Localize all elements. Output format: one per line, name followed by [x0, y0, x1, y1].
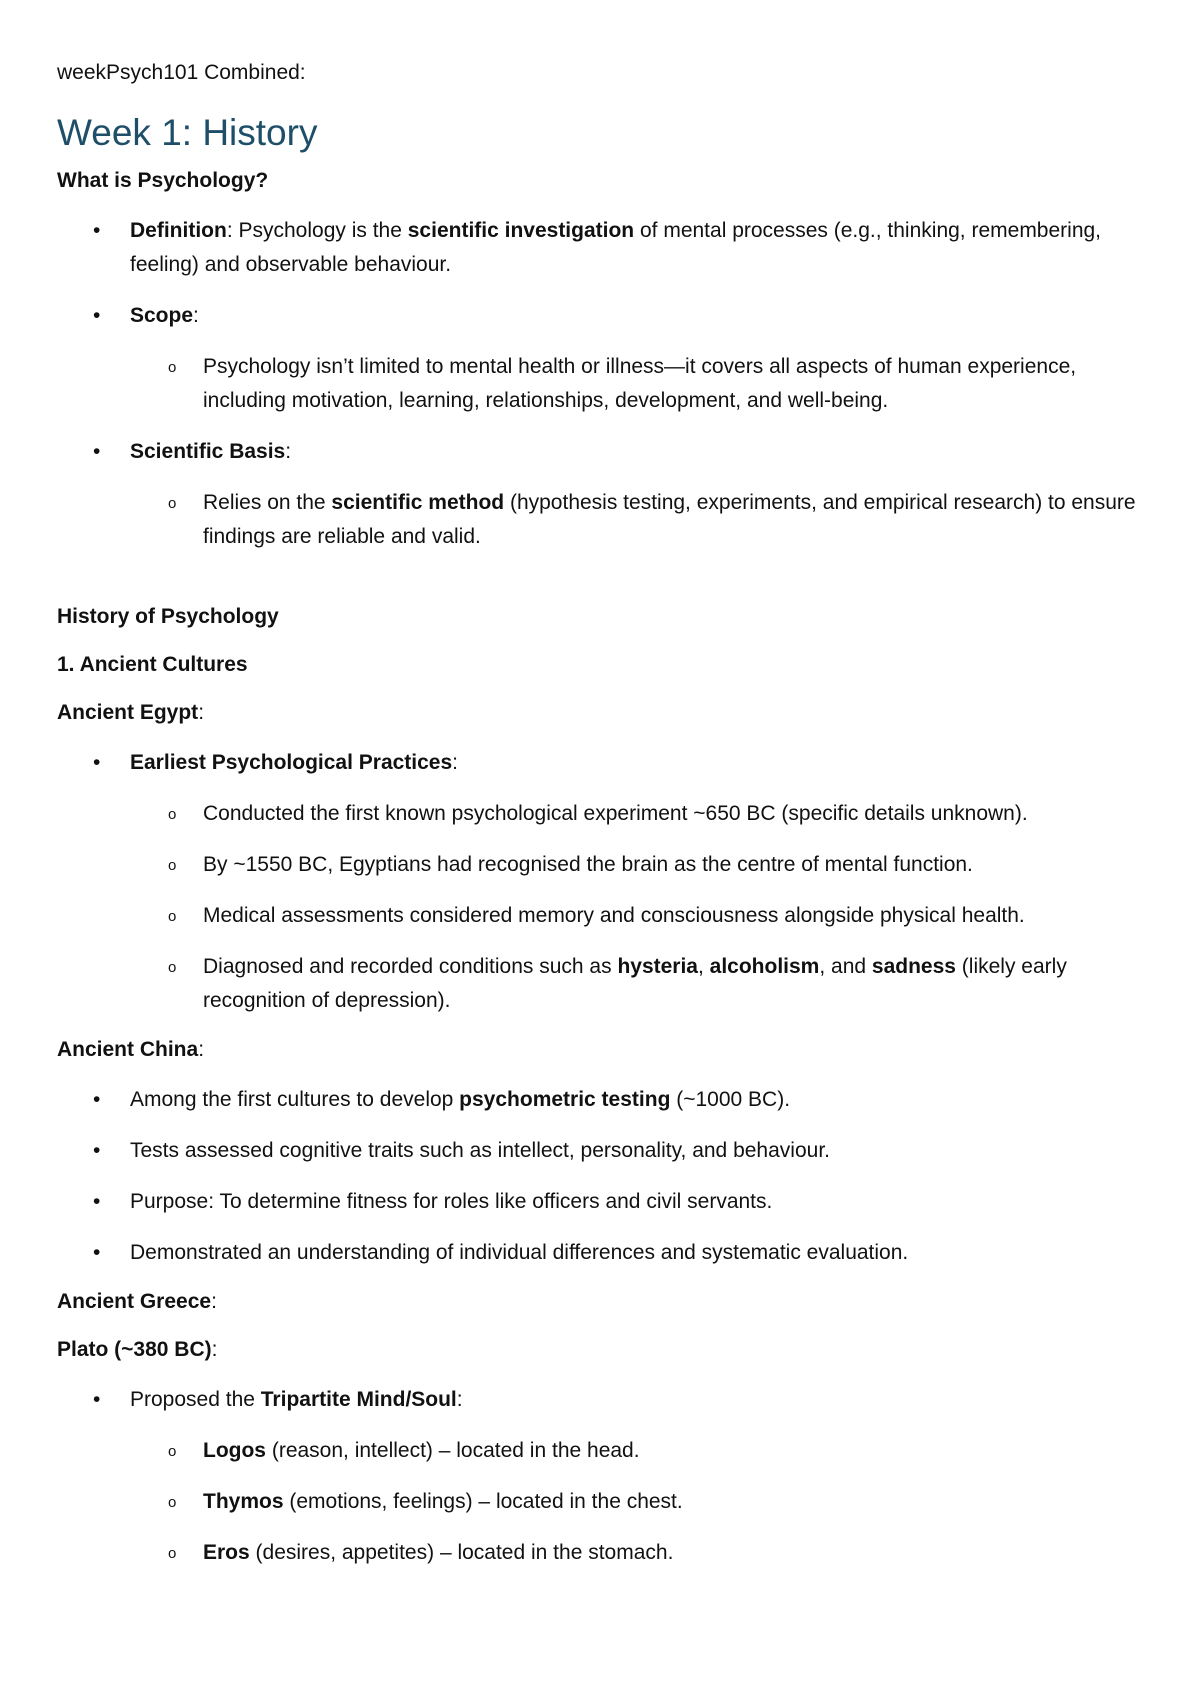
ancient-greece-title: Ancient Greece [57, 1290, 212, 1313]
scope-label: Scope [130, 304, 194, 327]
eros-desc: (desires, appetites) – located in the stomach. [249, 1541, 674, 1564]
plato-heading [57, 1335, 1140, 1365]
scope-item [57, 299, 1140, 418]
china-item-purpose: • Purpose: To determine fitness for roles like officers and civil servants. [57, 1185, 1140, 1219]
scientific-basis-item [57, 435, 1140, 554]
ancient-egypt-title: Ancient Egypt [57, 701, 199, 724]
earliest-practices-colon: : [452, 751, 459, 774]
ancient-greece-heading [57, 1287, 1140, 1317]
tripartite-text-1: Proposed the [130, 1388, 261, 1411]
china-text-2: (~1000 BC). [670, 1088, 791, 1111]
definition-label: Definition [130, 219, 227, 242]
definition-text-1: : Psychology is the [226, 219, 408, 242]
basis-text-1: Relies on the [203, 491, 332, 514]
ancient-cultures-heading: 1. Ancient Cultures [57, 653, 248, 676]
what-is-psychology-heading: What is Psychology? [57, 169, 269, 192]
document-label: weekPsych101 Combined: [57, 61, 306, 84]
week-heading: Week 1: History [57, 112, 318, 153]
basis-text-2: (hypothesis testing, experiments, and empirical research) to ensure findings are reliable and valid. [203, 491, 1136, 548]
definition-text-2: of mental processes (e.g., thinking, remembering, feeling) and observable behaviour. [130, 219, 1102, 276]
ancient-egypt-colon: : [198, 701, 205, 724]
basis-bold: scientific method [331, 491, 505, 514]
plato-list [57, 1383, 1140, 1570]
diag-hysteria: hysteria [617, 955, 698, 978]
earliest-practices-item [57, 746, 1140, 1018]
diag-sep-1: , [697, 955, 710, 978]
scope-subitem: o Psychology isn’t limited to mental health or illness—it covers all aspects of human experience, including motivation, learning, relationships, development, and well-being. [57, 350, 1140, 418]
history-heading: History of Psychology [57, 605, 279, 628]
china-item-tests: • Tests assessed cognitive traits such as intellect, personality, and behaviour. [57, 1134, 1140, 1168]
logos-desc: (reason, intellect) – located in the head. [266, 1439, 640, 1462]
tripartite-thymos [57, 1485, 1140, 1519]
tripartite-eros [57, 1536, 1140, 1570]
tripartite-item [57, 1383, 1140, 1570]
china-list [57, 1083, 1140, 1270]
scientific-basis-label: Scientific Basis [130, 440, 286, 463]
scope-colon: : [193, 304, 199, 327]
egypt-subitem-medical: o Medical assessments considered memory and consciousness alongside physical health. [57, 899, 1140, 933]
definition-item [57, 214, 1140, 282]
eros-name: Eros [203, 1541, 250, 1564]
china-text-1: Among the first cultures to develop [130, 1088, 460, 1111]
diag-alcoholism: alcoholism [709, 955, 820, 978]
scope-sublist [130, 350, 1140, 418]
scientific-basis-sublist [130, 486, 1140, 554]
plato-colon: : [211, 1338, 218, 1361]
scientific-basis-colon: : [285, 440, 292, 463]
diag-text-1: Diagnosed and recorded conditions such as [203, 955, 618, 978]
tripartite-logos [57, 1434, 1140, 1468]
diag-text-2: (likely early recognition of depression). [203, 955, 1067, 1012]
logos-name: Logos [203, 1439, 266, 1462]
earliest-practices-label: Earliest Psychological Practices [130, 751, 453, 774]
definition-bold: scientific investigation [407, 219, 635, 242]
ancient-china-heading [57, 1035, 1140, 1065]
egypt-subitem-diagnosed [57, 950, 1140, 1018]
tripartite-text-2: : [456, 1388, 463, 1411]
what-is-list [57, 214, 1140, 554]
egypt-list [57, 746, 1140, 1018]
plato-title: Plato (~380 BC) [57, 1338, 212, 1361]
earliest-practices-sublist [130, 797, 1140, 1018]
tripartite-sublist [130, 1434, 1140, 1570]
ancient-china-colon: : [198, 1038, 205, 1061]
china-item-differences: • Demonstrated an understanding of individual differences and systematic evaluation. [57, 1236, 1140, 1270]
china-item-psychometric [57, 1083, 1140, 1117]
diag-sep-2: , and [819, 955, 872, 978]
ancient-egypt-heading [57, 698, 1140, 728]
egypt-subitem-brain: o By ~1550 BC, Egyptians had recognised the brain as the centre of mental function. [57, 848, 1140, 882]
scientific-basis-subitem [57, 486, 1140, 554]
thymos-desc: (emotions, feelings) – located in the chest. [283, 1490, 683, 1513]
thymos-name: Thymos [203, 1490, 284, 1513]
diag-sadness: sadness [871, 955, 956, 978]
china-bold: psychometric testing [459, 1088, 671, 1111]
tripartite-bold: Tripartite Mind/Soul [260, 1388, 457, 1411]
egypt-subitem-experiment: o Conducted the first known psychological experiment ~650 BC (specific details unknown). [57, 797, 1140, 831]
ancient-china-title: Ancient China [57, 1038, 199, 1061]
ancient-greece-colon: : [211, 1290, 217, 1313]
